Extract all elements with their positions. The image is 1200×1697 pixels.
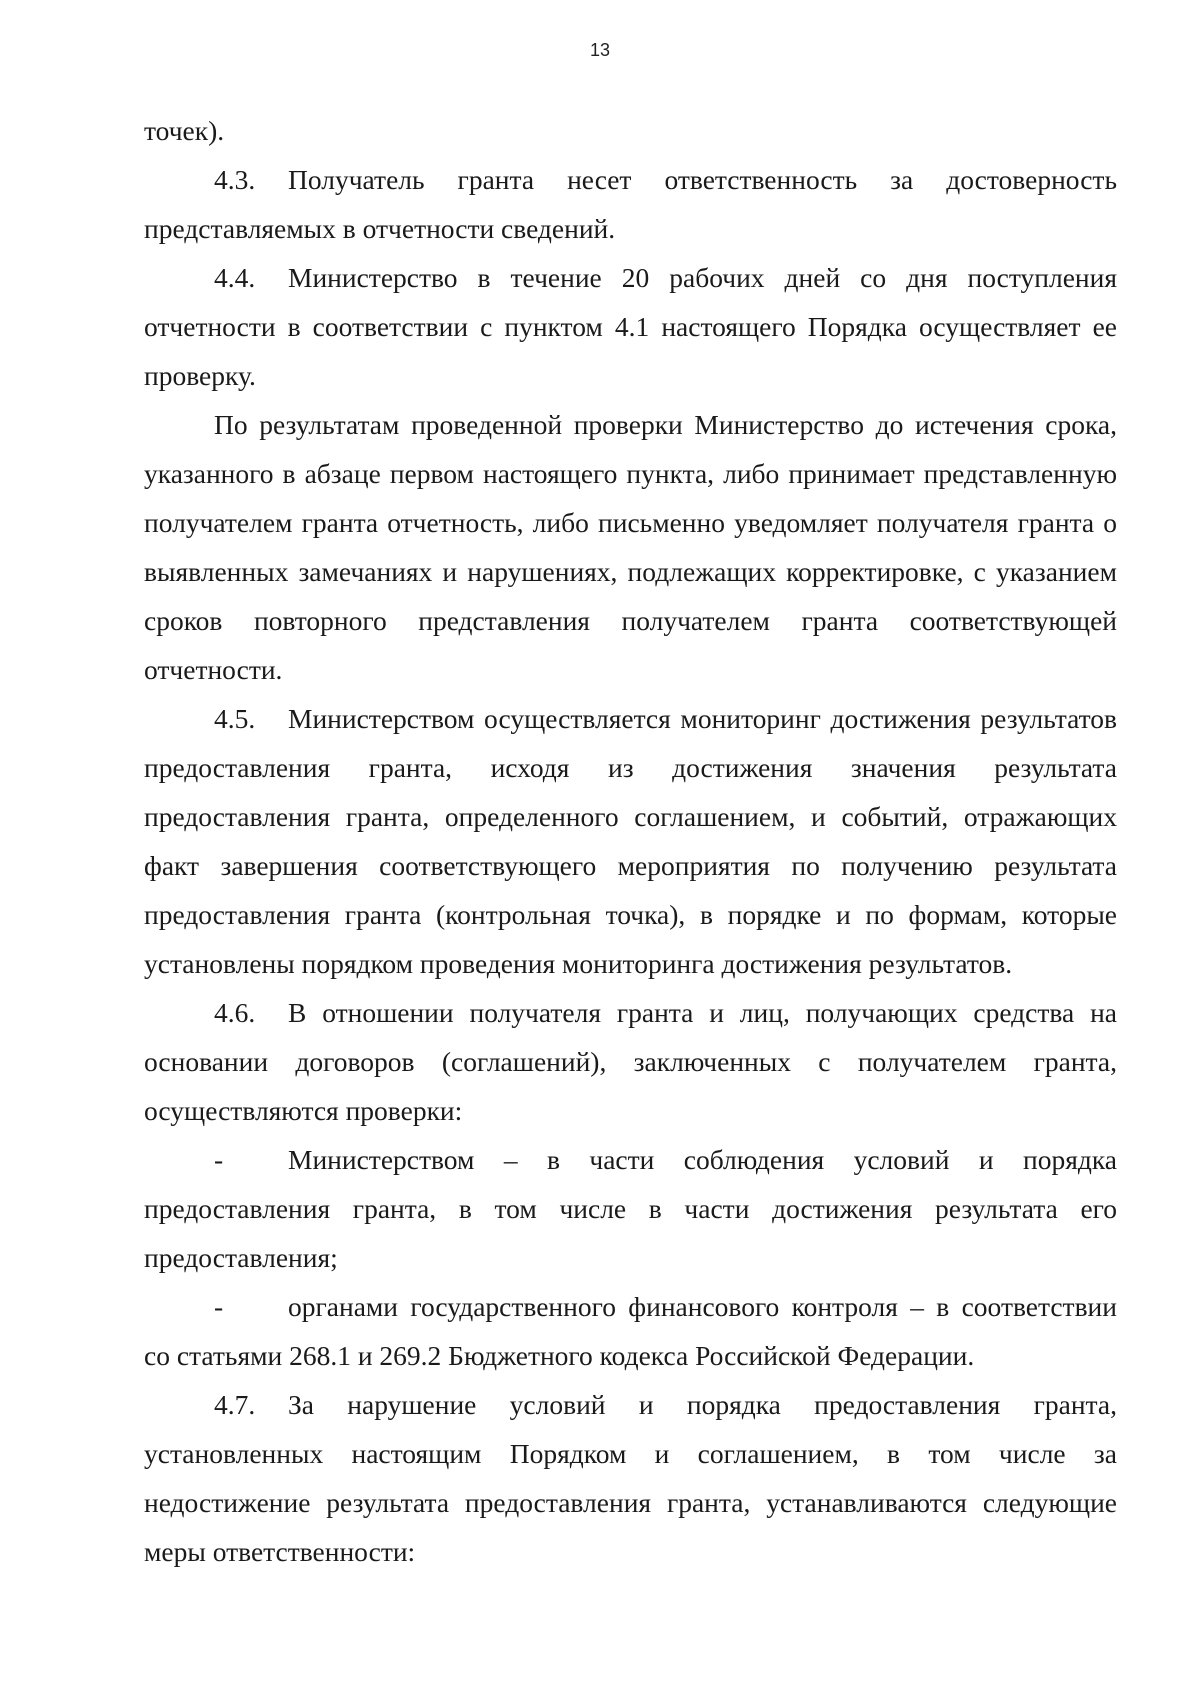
paragraph-4-4-second — [144, 400, 1117, 694]
clause-number: 4.5. — [214, 703, 256, 734]
page-number: 13 — [589, 40, 611, 60]
paragraph-text: Получатель гранта несет ответственность за достоверность представляемых в отчетности сведений. — [144, 164, 1117, 244]
clause-number: 4.6. — [214, 997, 256, 1028]
paragraph-4-3 — [144, 155, 1117, 253]
list-dash: - — [214, 1291, 224, 1322]
paragraph-text: Министерством осуществляется мониторинг достижения результатов предоставления гранта, исходя из достижения значения результата предоставления гранта, определенного соглашением, и событий, отражающих факт завершения соответствующего мероприятия по получению результата предоставления гранта (контрольная точка), в порядке и по формам, которые установлены порядком проведения мониторинга достижения результатов. — [144, 703, 1117, 979]
paragraph-text: Министерством – в части соблюдения условий и порядка предоставления гранта, в том числе в части достижения результата его предоставления; — [144, 1144, 1117, 1273]
paragraph-text: Министерство в течение 20 рабочих дней со дня поступления отчетности в соответствии с пунктом 4.1 настоящего Порядка осуществляет ее проверку. — [144, 262, 1117, 391]
clause-number: 4.3. — [214, 164, 256, 195]
paragraph-text: По результатам проведенной проверки Министерство до истечения срока, указанного в абзаце первом настоящего пункта, либо принимает представленную получателем гранта отчетность, либо письменно уведомляет получателя гранта о выявленных замечаниях и нарушениях, подлежащих корректировке, с указанием сроков повторного представления получателем гранта соответствующей отчетности. — [144, 409, 1117, 685]
paragraph-continuation — [144, 106, 1117, 155]
list-dash: - — [214, 1144, 224, 1175]
paragraph-4-5 — [144, 694, 1117, 988]
paragraph-text: В отношении получателя гранта и лиц, получающих средства на основании договоров (соглашений), заключенных с получателем гранта, осуществляются проверки: — [144, 997, 1117, 1126]
document-body — [144, 106, 1117, 1576]
clause-number: 4.4. — [214, 262, 256, 293]
paragraph-4-7 — [144, 1380, 1117, 1576]
clause-number: 4.7. — [214, 1389, 256, 1420]
paragraph-text: органами государственного финансового контроля – в соответствии со статьями 268.1 и 269.2 Бюджетного кодекса Российской Федерации. — [144, 1291, 1117, 1371]
paragraph-4-4 — [144, 253, 1117, 400]
paragraph-text: точек). — [144, 115, 225, 146]
paragraph-4-6 — [144, 988, 1117, 1135]
list-item-ministry — [144, 1135, 1117, 1282]
paragraph-text: За нарушение условий и порядка предоставления гранта, установленных настоящим Порядком и соглашением, в том числе за недостижение результата предоставления гранта, устанавливаются следующие меры ответственности: — [144, 1389, 1117, 1567]
list-item-financial-control — [144, 1282, 1117, 1380]
